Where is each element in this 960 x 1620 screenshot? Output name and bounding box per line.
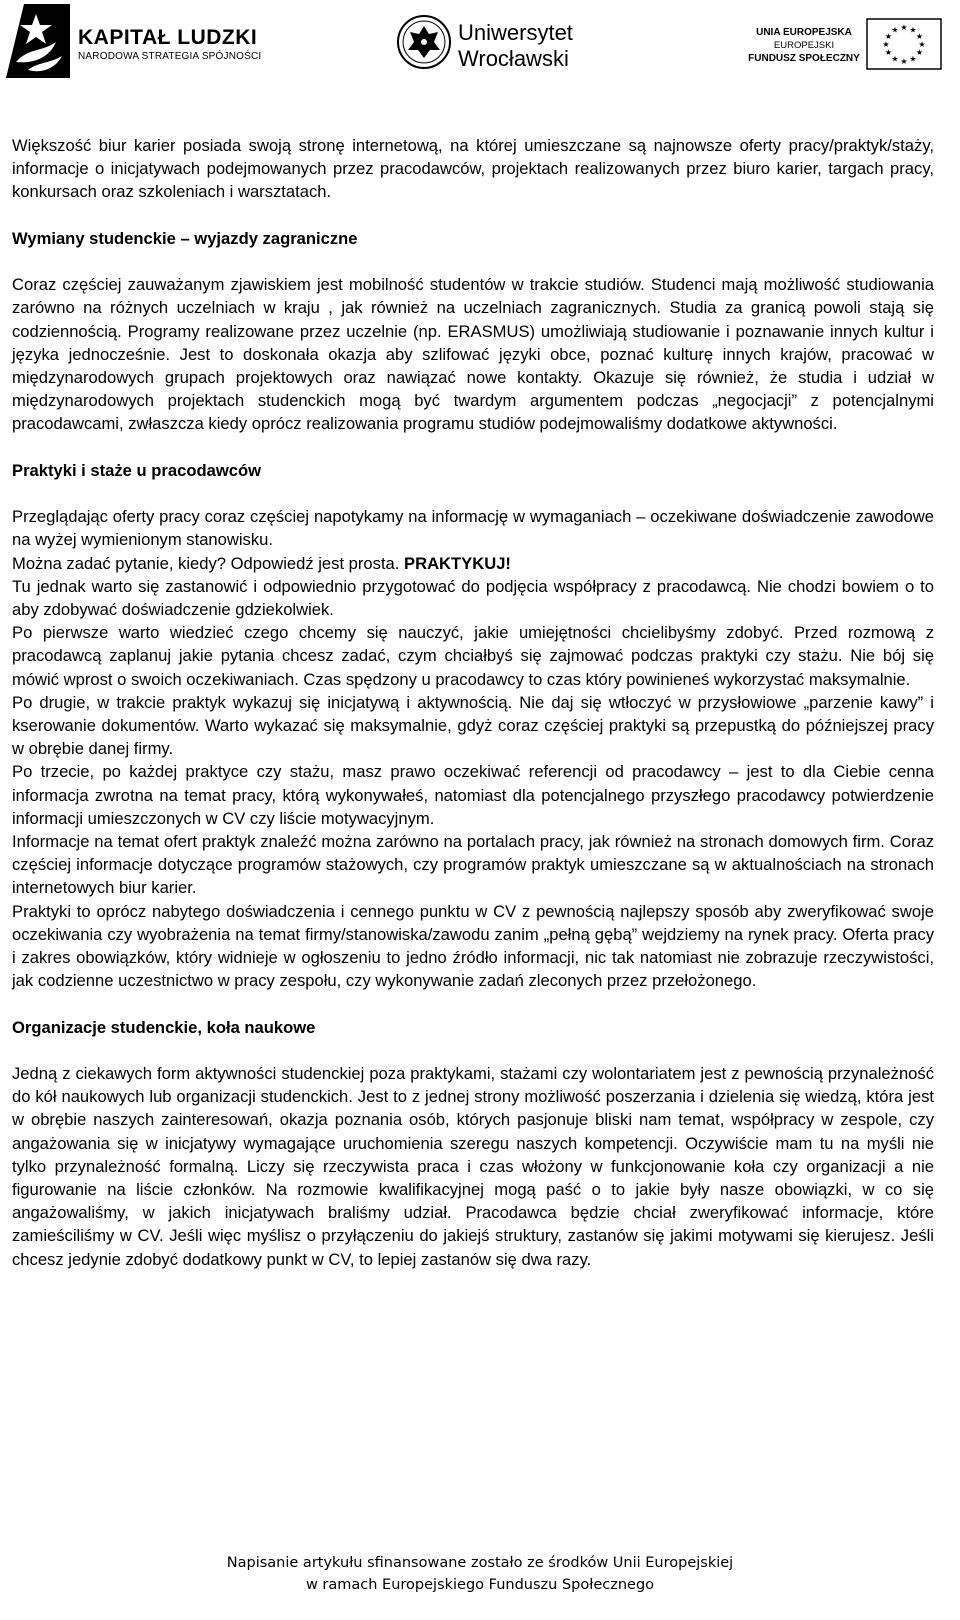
organizations-paragraph: Jedną z ciekawych form aktywności studenckiej poza praktykami, stażami czy wolontariatem jest z pewnością przynależność do kół naukowych lub organizacji studenckich. Jest to z jednej strony możliwość poszerzania i dzielenia się wiedzą, która jest w obrębie naszych zainteresowań, okazja poznania osób, których pasjonuje bliski nam temat, współpracy w zespole, czy angażowania się w inicjatywy wymagające uruchomienia szeregu naszych kompetencji. Oczywiście mam tu na myśli nie tylko przynależność formalną. Liczy się rzeczywista praca i czas włożony w funkcjonowanie koła czy organizacji a nie figurowanie na liście członków. Na rozmowie kwalifikacyjnej mogą paść o to jakie były nasze obowiązki, w co się angażowaliśmy, w jakich inicjatywach braliśmy udział. Pracodawca będzie chciał zweryfikować informacje, które zamieściliśmy w CV. Jeśli więc myślisz o przyłączeniu do jakiejś struktury, zastanów się jakimi motywami się kierujesz. Jeśli chcesz jedynie zdobyć dodatkowy punkt w CV, to lepiej zastanów się dwa razy. — [12, 1064, 934, 1269]
internships-paragraph-5: Po drugie, w trakcie praktyk wykazuj się inicjatywą i aktywnością. Nie daj się wtłoczyć w przysłowiowe „parzenie kawy” i kserowanie dokumentów. Warto wykazać się maksymalnie, gdyż coraz częściej praktyki są przepustką do późniejszej pracy w obrębie danej firmy. — [12, 692, 934, 759]
eu-flag-icon — [866, 18, 942, 70]
footer-line1: Napisanie artykułu sfinansowane zostało ze środków Unii Europejskiej — [226, 1555, 734, 1571]
intro-paragraph: Większość biur karier posiada swoją stronę internetową, na której umieszczane są najnowsze oferty pracy/praktyk/staży, informacje o inicjatywach podejmowanych przez pracodawców, projektach realizowanych przez biuro karier, targach pracy, konkursach oraz szkoleniach i warsztatach. — [12, 136, 934, 202]
university-logo — [396, 12, 596, 80]
article-body — [12, 134, 934, 1271]
university-name-line2: Wrocławski — [458, 46, 569, 71]
svg-text:★: ★ — [909, 54, 917, 64]
svg-text:★: ★ — [915, 32, 924, 41]
page-footer — [0, 1552, 960, 1596]
section-heading-organizations: Organizacje studenckie, koła naukowe — [12, 1017, 316, 1037]
internships-paragraph-4: Po pierwsze warto wiedzieć czego chcemy się nauczyć, jakie umiejętności chcielibyśmy zdobyć. Przed rozmową z pracodawcą zaplanuj jakie pytania chcesz zadać, czym chciałbyś się zajmować podczas praktyki czy stażu. Nie bój się mówić wprost o swoich oczekiwaniach. Czas spędzony u pracodawcy to czas który powinieneś wykorzystać maksymalnie. — [12, 623, 934, 689]
svg-text:★: ★ — [882, 40, 890, 49]
internships-question: Można zadać pytanie, kiedy? Odpowiedź jest prosta. — [12, 553, 405, 573]
kapital-ludzki-title: KAPITAŁ LUDZKI — [78, 26, 258, 49]
svg-text:★: ★ — [918, 40, 926, 49]
svg-text:★: ★ — [891, 54, 899, 64]
kapital-ludzki-emblem-icon — [6, 4, 70, 78]
practice-emphasis: PRAKTYKUJ! — [404, 553, 511, 573]
svg-text:★: ★ — [900, 23, 908, 32]
internships-paragraph-1: Przeglądając oferty pracy coraz częściej napotykamy na informację w wymaganiach – oczekiwane doświadczenie zawodowe na wyżej wymienionym stanowisku. — [12, 507, 934, 550]
kapital-ludzki-logo — [6, 4, 262, 78]
svg-text:★: ★ — [884, 32, 893, 41]
kapital-ludzki-subtitle: NARODOWA STRATEGIA SPÓJNOŚCI — [78, 51, 262, 62]
eu-logo-text — [748, 26, 860, 65]
university-name-line1: Uniwersytet — [458, 20, 573, 45]
svg-text:★: ★ — [909, 25, 917, 35]
internships-paragraph-3: Tu jednak warto się zastanowić i odpowiednio przygotować do podjęcia współpracy z pracodawcą. Nie chodzi bowiem o to aby zdobywać doświadczenie gdziekolwiek. — [12, 576, 934, 619]
internships-paragraph-8: Praktyki to oprócz nabytego doświadczenia i cennego punktu w CV z pewnością najlepszy sposób aby zweryfikować swoje oczekiwania czy wyobrażenia na temat firmy/stanowiska/zawodu zanim „pełną gębą” wejdziemy na rynek pracy. Oferta pracy i zakres obowiązków, który widnieje w ogłoszeniu to jedno źródło informacji, nic tak natomiast nie zobrazuje rzeczywistości, jak codzienne uczestnictwo w pracy zespołu, czy wykonywanie zadań zleconych przez przełożonego. — [12, 901, 934, 991]
internships-paragraph-7: Informacje na temat ofert praktyk znaleźć można zarówno na portalach pracy, jak również na stronach domowych firm. Coraz częściej informacje dotyczące programów stażowych, czy programów praktyk umieszczane są w aktualnościach na stronach internetowych biur karier. — [12, 832, 934, 898]
exchanges-paragraph: Coraz częściej zauważanym zjawiskiem jest mobilność studentów w trakcie studiów. Studenci mają możliwość studiowania zarówno na różnych uczelniach w kraju , jak również na uczelniach zagranicznych. Studia za granicą powoli stają się codziennością. Programy realizowane przez uczelnie (np. ERASMUS) umożliwiają studiowanie i poznawanie innych kultur i języka jednocześnie. Jest to doskonała okazja aby szlifować języki obce, poznać kulturę innych krajów, pracować w międzynarodowych grupach projektowych oraz nawiązać nowe kontakty. Okazuje się również, że studia i udział w międzynarodowych projektach studenckich mogą być twardym argumentem podczas „negocjacji” z potencjalnymi pracodawcami, zwłaszcza kiedy oprócz realizowania programu studiów podejmowaliśmy dodatkowe aktywności. — [12, 275, 934, 434]
internships-paragraph-6: Po trzecie, po każdej praktyce czy stażu, masz prawo oczekiwać referencji od pracodawcy – jest to dla Ciebie cenna informacja zwrotna na temat pracy, którą wykonywałeś, natomiast dla potencjalnego przyszłego pracodawcy potwierdzenie informacji umieszczonych w CV czy liście motywacyjnym. — [12, 762, 934, 828]
section-heading-internships: Praktyki i staże u pracodawców — [12, 460, 262, 480]
eu-logo-line1: UNIA EUROPEJSKA — [756, 27, 852, 38]
section-heading-exchanges: Wymiany studenckie – wyjazdy zagraniczne — [12, 228, 358, 248]
eu-logo-line2: EUROPEJSKI — [773, 40, 835, 51]
eu-logo — [748, 18, 948, 82]
internships-paragraph-2 — [12, 552, 934, 575]
university-seal-icon — [396, 12, 452, 72]
svg-text:★: ★ — [884, 48, 893, 57]
page-header — [0, 0, 960, 90]
footer-line2: w ramach Europejskiego Funduszu Społecznego — [305, 1577, 655, 1593]
eu-logo-line3: FUNDUSZ SPOŁECZNY — [748, 53, 860, 64]
svg-text:★: ★ — [900, 57, 908, 66]
svg-text:★: ★ — [891, 25, 899, 35]
svg-text:★: ★ — [915, 48, 924, 57]
